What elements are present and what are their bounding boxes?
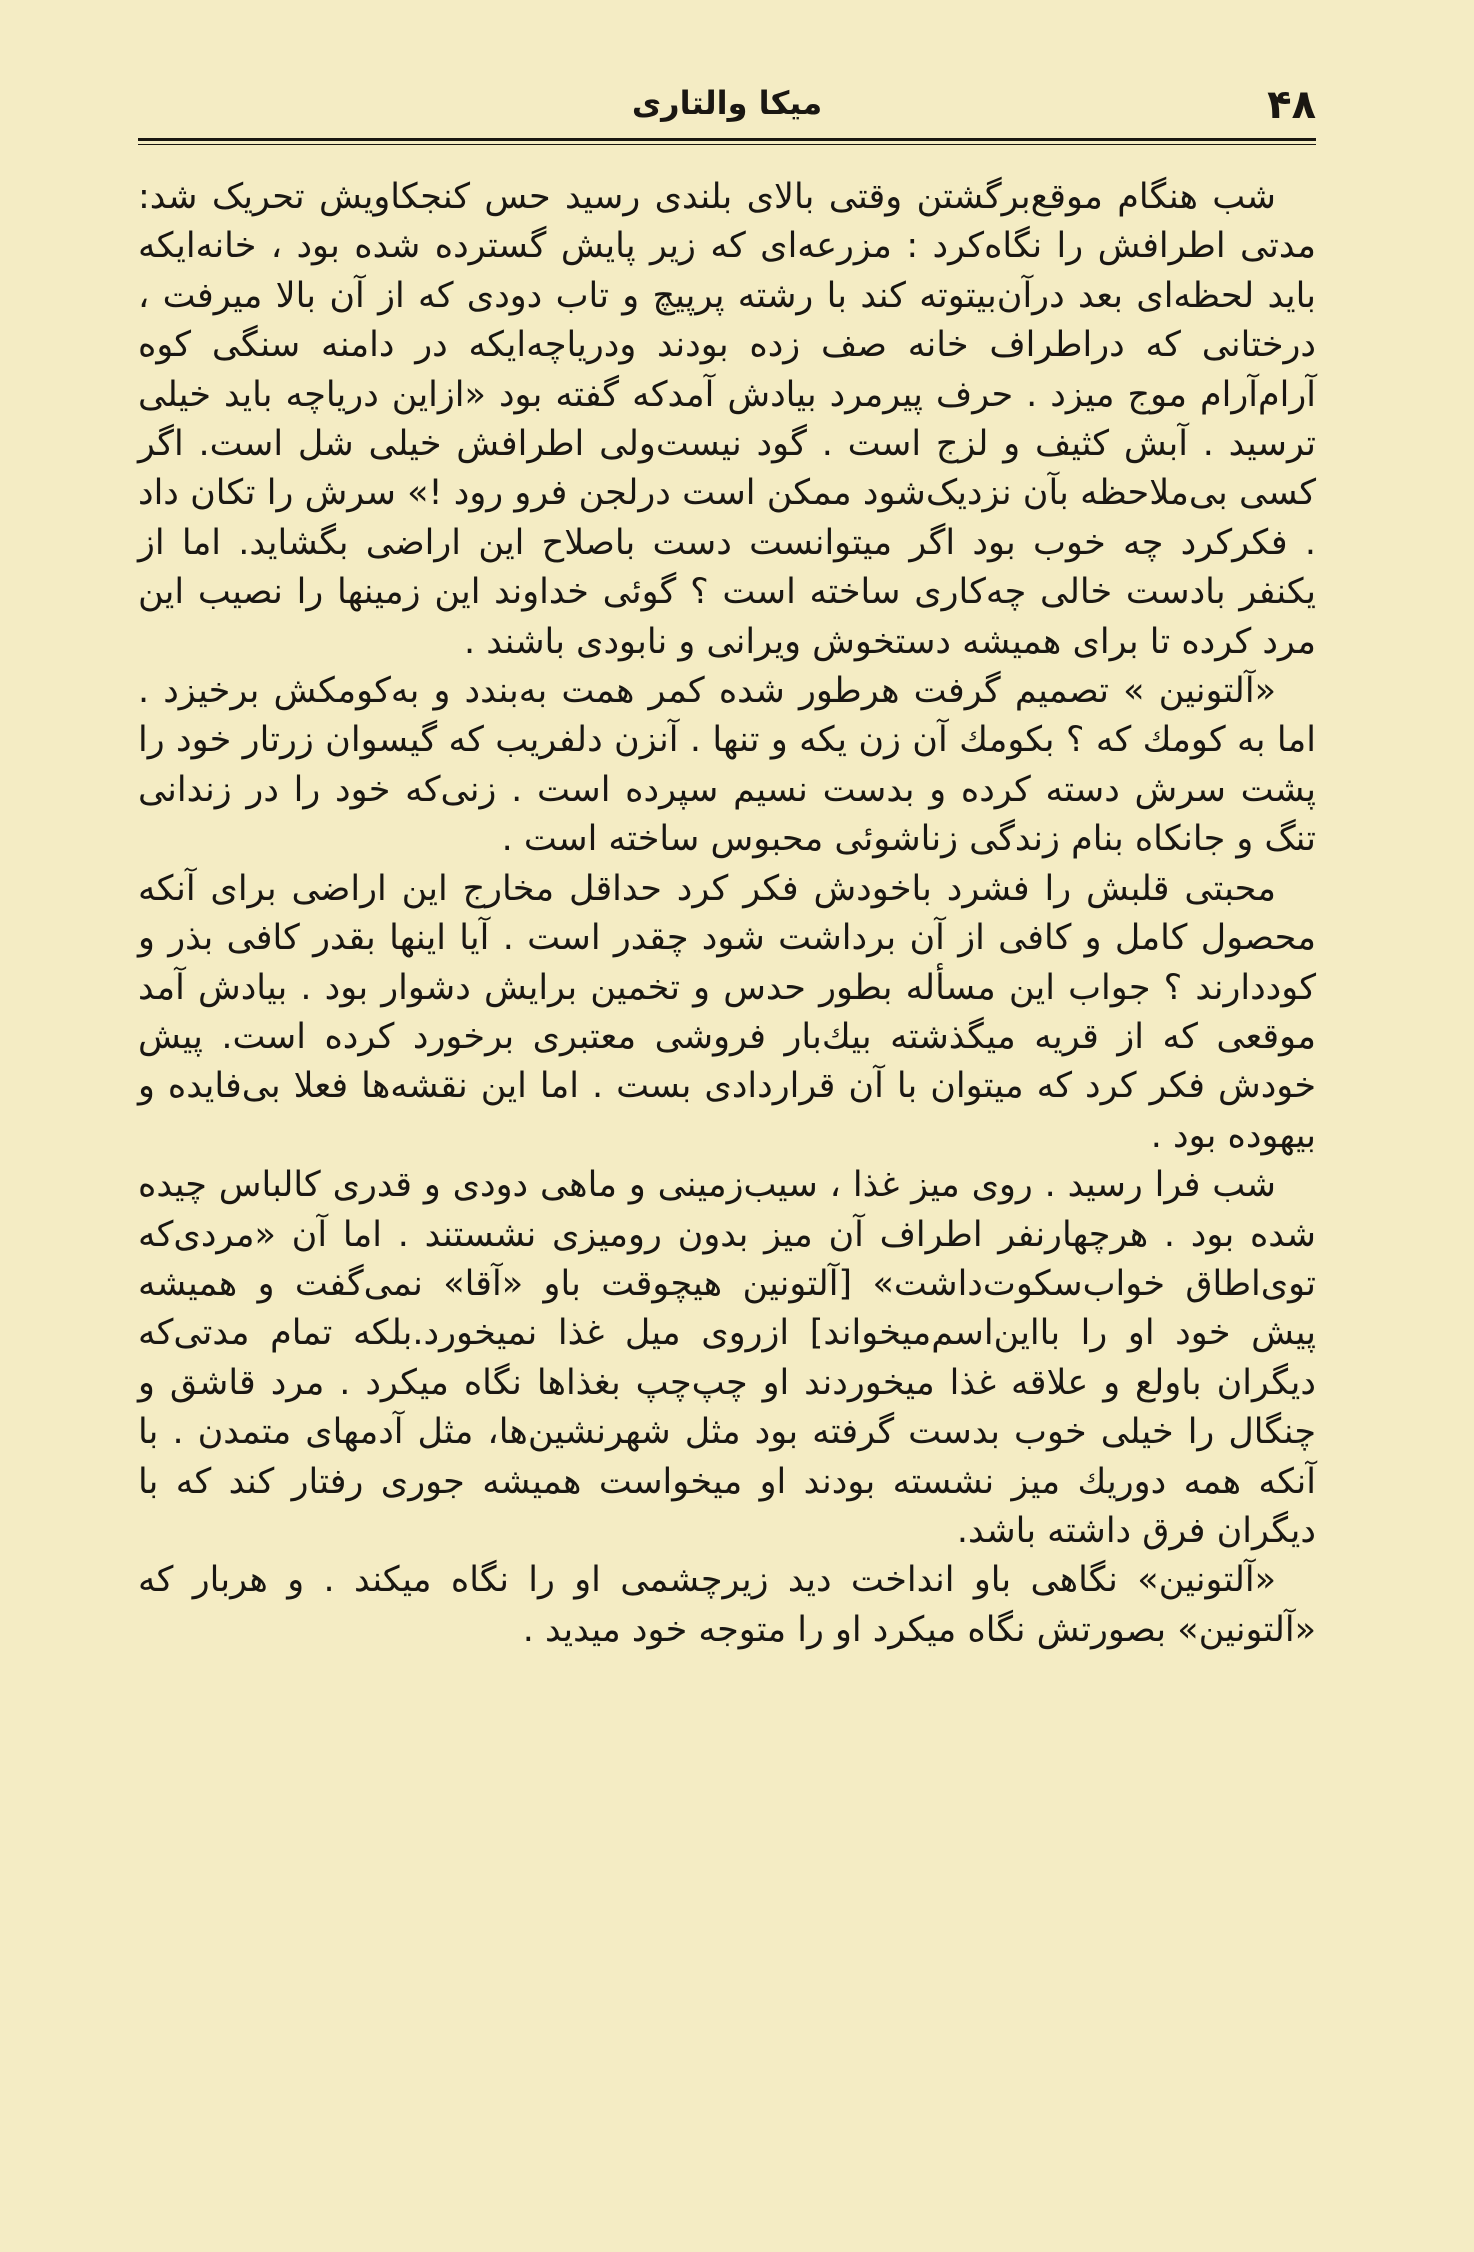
header-rule: [138, 138, 1316, 145]
paragraph: محبتی قلبش را فشرد باخودش فکر کرد حداقل مخارج این اراضی برای آنکه محصول کامل و کافی از آن برداشت شود چقدر است . آیا اینها بقدر کافی بذر و کوددارند ؟ جواب این مسأله بطور حدس و تخمین برایش دشوار بود . بیادش آمد موقعی که از قریه میگذشته بیك‌بار فروشی معتبری برخورد کرده است. پیش خودش فکر کرد که میتوان با آن قراردادی بست . اما این نقشه‌ها فعلا بی‌فایده و بیهوده بود .: [138, 868, 1316, 1156]
paragraph: شب فرا رسید . روی میز غذا ، سیب‌زمینی و ماهی دودی و قدری کالباس چیده شده بود . هرچهارنفر اطراف آن میز بدون رومیزی نشستند . اما آن «مردی‌که توی‌اطاق خواب‌سکوت‌داشت» [آلتونین هیچوقت باو «آقا» نمی‌گفت و همیشه پیش خود او را بااین‌اسم‌میخواند] ازروی میل غذا نمیخورد.بلکه تمام مدتی‌که دیگران باولع و علاقه غذا میخوردند او چپ‌چپ بغذاها نگاه میکرد . مرد قاشق و چنگال را خیلی خوب بدست گرفته بود مثل شهرنشین‌ها، مثل آدمهای متمدن . با آنکه همه دوریك میز نشسته بودند او میخواست همیشه جوری رفتار کند که با دیگران فرق داشته باشد.: [138, 1165, 1316, 1551]
paragraph: «آلتونین » تصمیم گرفت هرطور شده کمر همت به‌بندد و به‌کومکش برخیزد . اما به کومك که ؟ بکومك آن زن یکه و تنها . آنزن دلفریب که گیسوان زرتار خود را پشت سرش دسته کرده و بدست نسیم سپرده است . زنی‌که خود را در زندانی تنگ و جانکاه بنام زندگی زناشوئی محبوس ساخته است .: [138, 671, 1316, 860]
paragraph: «آلتونین» نگاهی باو انداخت دید زیرچشمی او را نگاه میکند . و هربار که «آلتونین» بصورتش نگاه میکرد او را متوجه خود میدید .: [138, 1560, 1316, 1650]
page-number: ۴۸: [1267, 82, 1316, 128]
page-header: [138, 78, 1316, 130]
body-text: [138, 173, 1316, 1655]
running-title: میکا والتاری: [631, 84, 823, 122]
paragraph: شب هنگام موقع‌برگشتن وقتی بالای بلندی رسید حس کنجکاویش تحریک شد: مدتی اطرافش را نگاه‌کرد : مزرعه‌ای که زیر پایش گسترده شده بود ، خانه‌ایکه باید لحظه‌ای بعد درآن‌بیتوته کند با رشته پرپیچ و تاب دودی که از آن بالا میرفت ، درختانی که دراطراف خانه صف زده بودند ودریاچه‌ایکه در دامنه سنگی کوه آرام‌آرام موج میزد . حرف پیرمرد بیادش آمدکه گفته بود «ازاین دریاچه باید خیلی ترسید . آبش کثیف و لزج است . گود نیست‌ولی اطرافش خیلی شل است. اگر کسی بی‌ملاحظه بآن نزدیک‌شود ممکن است درلجن فرو رود !» سرش را تکان داد . فکرکرد چه خوب بود اگر میتوانست دست باصلاح این اراضی بگشاید. اما از یکنفر بادست خالی چه‌کاری ساخته است ؟ گوئی خداوند این زمینها را نصیب این مرد کرده تا برای همیشه دستخوش ویرانی و نابودی باشند .: [138, 177, 1316, 662]
